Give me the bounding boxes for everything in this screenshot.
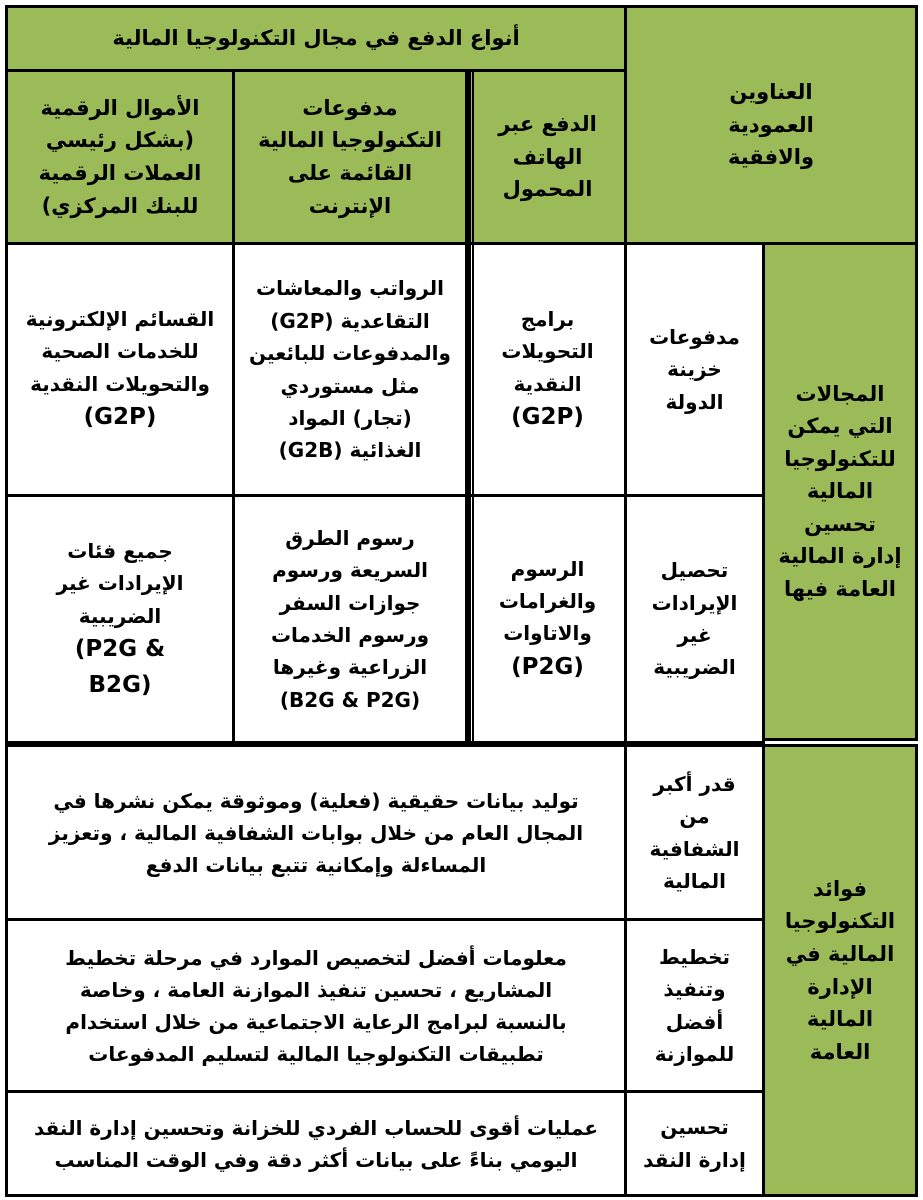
row-label-treasury-payments-text: مدفوعات خزينة الدولة bbox=[649, 324, 740, 414]
cell-budget-planning bbox=[5, 918, 627, 1093]
column-header-digital-text: الأموال الرقمية (بشكل رئيسي العملات الرقمية للبنك المركزي) bbox=[38, 95, 202, 218]
cell-nontax-internet-text: رسوم الطرق السريعة ورسوم جوازات السفر ورسوم الخدمات الزراعية وغيرها (B2G & P2G) bbox=[270, 525, 430, 712]
payment-types-title bbox=[5, 5, 627, 72]
cell-cash-management bbox=[5, 1090, 627, 1197]
corner-header bbox=[624, 5, 918, 245]
row-label-budget-planning bbox=[624, 918, 765, 1093]
row-label-cash-management bbox=[624, 1090, 765, 1197]
column-header-mobile bbox=[468, 69, 627, 245]
cell-cash-management-text: عمليات أقوى للحساب الفردي للخزانة وتحسين إدارة النقد اليومي بناءً على بيانات أكثر دقة وفي الوقت المناسب bbox=[33, 1115, 599, 1172]
column-header-internet bbox=[232, 69, 468, 245]
cell-treasury-digital bbox=[5, 242, 235, 497]
cell-treasury-mobile-code: (G2P) bbox=[511, 404, 584, 431]
row-label-treasury-payments bbox=[624, 242, 765, 497]
cell-treasury-internet-text: الرواتب والمعاشات التقاعدية (G2P) والمدفوعات للبائعين مثل مستوردي (تجار) المواد الغذائية (G2B) bbox=[249, 276, 451, 463]
payment-types-title-text: أنواع الدفع في مجال التكنولوجيا المالية bbox=[112, 26, 520, 51]
row-label-nontax-revenue-text: تحصيل الإيرادات غير الضريبية bbox=[651, 558, 738, 680]
row-label-fiscal-transparency-text: قدر أكبر من الشفافية المالية bbox=[649, 771, 740, 893]
cell-fiscal-transparency bbox=[5, 744, 627, 921]
row-label-budget-planning-text: تخطيط وتنفيذ أفضل للموازنة bbox=[654, 944, 735, 1066]
group-label-improve-areas-text: المجالات التي يمكن للتكنولوجيا المالية تحسين إدارة المالية العامة فيها bbox=[778, 381, 902, 601]
cell-treasury-digital-text: القسائم الإلكترونية للخدمات الصحية والتحويلات النقدية bbox=[25, 307, 215, 396]
group-label-improve-areas bbox=[762, 242, 918, 741]
cell-nontax-digital-code: & P2G) (B2G bbox=[74, 635, 166, 698]
cell-nontax-mobile-code: (P2G) bbox=[511, 653, 584, 680]
row-label-nontax-revenue bbox=[624, 494, 765, 744]
cell-treasury-mobile-text: برامج التحويلات النقدية bbox=[501, 307, 594, 396]
cell-treasury-mobile bbox=[468, 242, 627, 497]
cell-nontax-digital bbox=[5, 494, 235, 744]
row-label-fiscal-transparency bbox=[624, 744, 765, 921]
column-header-internet-text: مدفوعات التكنولوجيا المالية القائمة على الإنترنت bbox=[258, 95, 442, 218]
column-divider-accent bbox=[472, 69, 474, 744]
cell-budget-planning-text: معلومات أفضل لتخصيص الموارد في مرحلة تخطيط المشاريع ، تحسين تنفيذ الموازنة العامة ، وخاصة بالنسبة لبرامج الرعاية الاجتماعية من خلال استخدام تطبيقات التكنولوجيا المالية لتسليم المدفوعات bbox=[65, 945, 567, 1066]
group-label-benefits-text: فوائد التكنولوجيا المالية في الإدارة المالية العامة bbox=[784, 876, 896, 1064]
cell-nontax-mobile-text: الرسوم والغرامات والاتاوات bbox=[498, 556, 597, 646]
cell-fiscal-transparency-text: توليد بيانات حقيقية (فعلية) وموثوقة يمكن نشرها في المجال العام من خلال بوابات الشفافية المالية ، وتعزيز المساءلة وإمكانية تتبع بيانات الدفع bbox=[48, 788, 584, 877]
cell-treasury-internet bbox=[232, 242, 468, 497]
corner-header-text: العناوين العمودية والافقية bbox=[727, 80, 815, 170]
column-header-digital bbox=[5, 69, 235, 245]
cell-nontax-digital-text: جميع فئات الإيرادات غير الضريبية bbox=[56, 538, 184, 628]
cell-nontax-mobile bbox=[468, 494, 627, 744]
cell-nontax-internet bbox=[232, 494, 468, 744]
group-label-benefits bbox=[762, 744, 918, 1197]
cell-treasury-digital-code: (G2P) bbox=[83, 404, 157, 431]
column-header-mobile-text: الدفع عبر الهاتف المحمول bbox=[498, 112, 597, 202]
row-label-cash-management-text: تحسين إدارة النقد bbox=[643, 1115, 746, 1172]
